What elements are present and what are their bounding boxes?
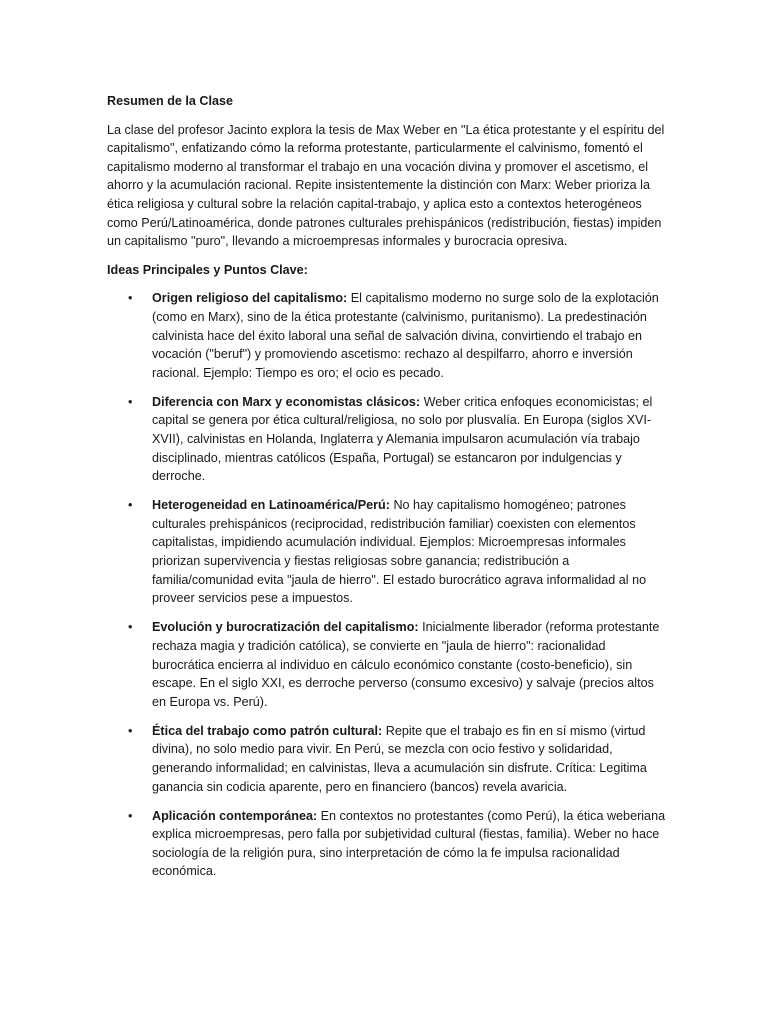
bullet-icon: • — [128, 394, 133, 409]
idea-label: Aplicación contemporánea: — [152, 808, 318, 823]
idea-text: Weber critica enfoques economicistas; el capital se genera por ética cultural/religiosa, no solo por plusvalía. En Europa (siglos XVI-XVII), calvinistas en Holanda, Inglaterra y Alemania impulsaron acumulación vía trabajo disciplinado, mientras católicos (España, Portugal) se estancaron por indulgencias y derroche. — [152, 394, 653, 484]
idea-text: El capitalismo moderno no surge solo de la explotación (como en Marx), sino de la ética protestante (calvinismo, puritanismo). La predestinación calvinista hace del éxito laboral una señal de salvación divina, convirtiendo el trabajo en vocación ("beruf") y promoviendo ascetismo: rechazo al despilfarro, ahorro e inversión racional. Ejemplo: Tiempo es oro; el ocio es pecado. — [152, 291, 659, 380]
list-item — [107, 289, 668, 382]
idea-text: Inicialmente liberador (reforma protestante rechaza magia y tradición católica), se convierte en "jaula de hierro": racionalidad burocrática encierra al individuo en cálculo económico constante (costo-beneficio), sin escape. En el siglo XXI, es derroche perverso (consumo excesivo) y salvaje (precios altos en Europa vs. Perú). — [152, 620, 660, 709]
summary-paragraph: La clase del profesor Jacinto explora la tesis de Max Weber en "La ética protestante y el espíritu del capitalismo", enfatizando cómo la reforma protestante, particularmente el calvinismo, fomentó el capitalismo moderno al transformar el trabajo en una vocación divina y promover el ascetismo, el ahorro y la acumulación racional. Repite insistentemente la distinción con Marx: Weber prioriza la ética religiosa y cultural sobre la relación capital-trabajo, y aplica esto a contextos heterogéneos como Perú/Latinoamérica, donde patrones culturales prehispánicos (redistribución, fiestas) impiden un capitalismo "puro", llevando a microempresas informales y burocracia opresiva. — [107, 122, 665, 249]
ideas-list — [107, 289, 668, 881]
list-item — [107, 807, 668, 881]
bullet-icon: • — [128, 291, 133, 306]
bullet-icon: • — [128, 620, 133, 635]
idea-text: No hay capitalismo homogéneo; patrones culturales prehispánicos (reciprocidad, redistribución familiar) coexisten con elementos capitalistas, impidiendo acumulación individual. Ejemplos: Microempresas informales priorizan supervivencia y fiestas religiosas sobre ganancia; redistribución a familia/comunidad evita "jaula de hierro". El estado burocrático agrava informalidad al no proveer servicios pese a impuestos. — [152, 498, 647, 606]
bullet-icon: • — [128, 498, 133, 513]
list-item — [107, 722, 668, 796]
list-item — [107, 496, 668, 608]
idea-label: Evolución y burocratización del capitalismo: — [152, 620, 419, 635]
bullet-icon: • — [128, 808, 133, 823]
list-item — [107, 618, 668, 711]
idea-text: Repite que el trabajo es fin en sí mismo (virtud divina), no solo medio para vivir. En Perú, se mezcla con ocio festivo y solidaridad, generando informalidad; en calvinistas, lleva a acumulación sin disfrute. Crítica: Legitima ganancia sin codicia aparente, pero en financiero (bancos) revela avaricia. — [152, 723, 647, 794]
idea-text: En contextos no protestantes (como Perú), la ética weberiana explica microempresas, pero falla por subjetividad cultural (fiestas, familia). Weber no hace sociología de la religión pura, sino interpretación de cómo la fe impulsa racionalidad económica. — [152, 808, 666, 879]
idea-label: Diferencia con Marx y economistas clásicos: — [152, 394, 421, 409]
idea-label: Heterogeneidad en Latinoamérica/Perú: — [152, 498, 390, 513]
list-item — [107, 393, 668, 486]
document-title: Resumen de la Clase — [107, 94, 233, 108]
section-title: Ideas Principales y Puntos Clave: — [107, 262, 308, 277]
bullet-icon: • — [128, 723, 133, 738]
idea-label: Ética del trabajo como patrón cultural: — [152, 723, 383, 738]
idea-label: Origen religioso del capitalismo: — [152, 291, 348, 306]
